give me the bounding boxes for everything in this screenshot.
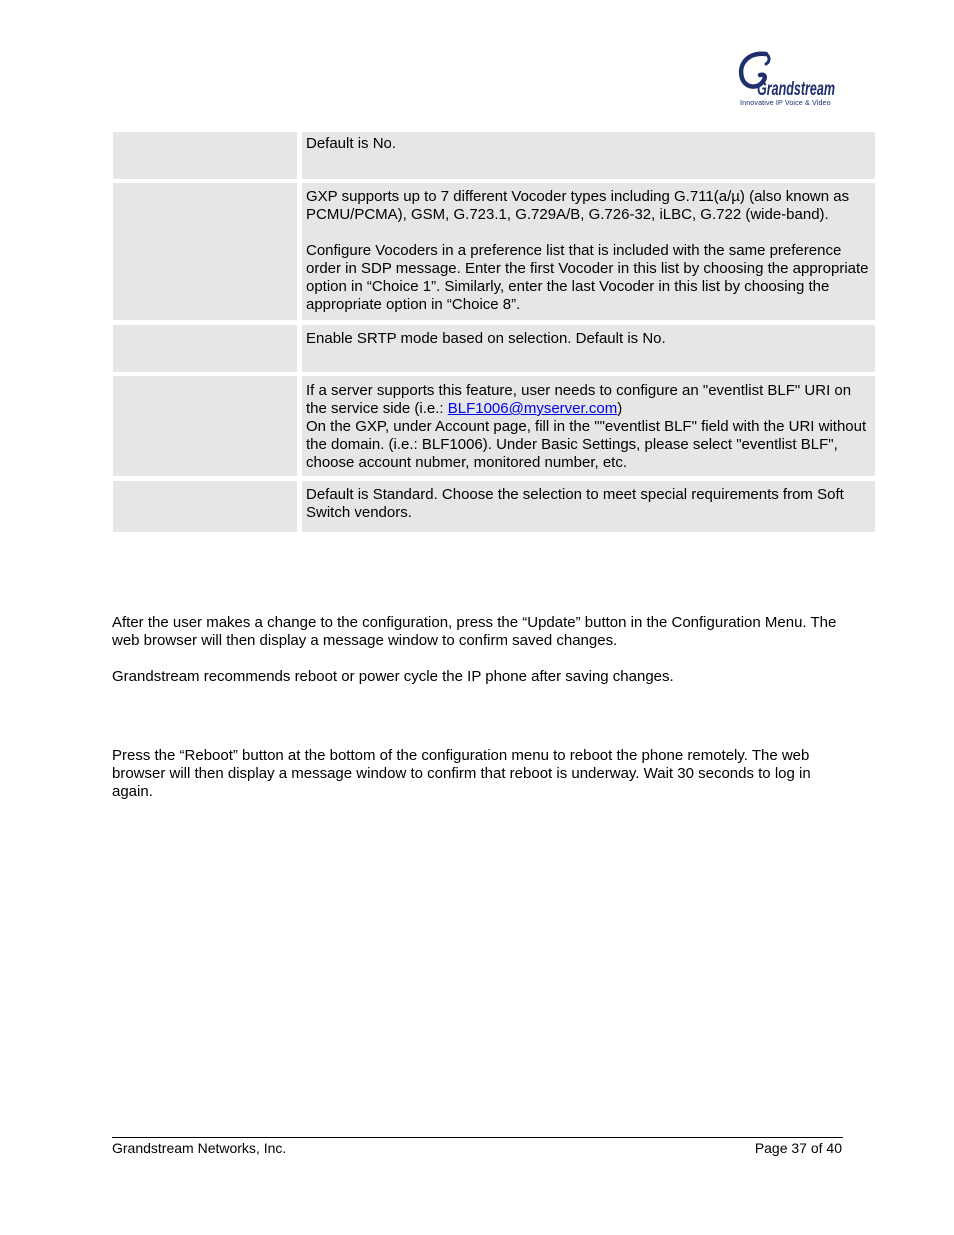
footer-page-number: Page 37 of 40 bbox=[754, 1140, 842, 1156]
reboot-recommendation-paragraph: Grandstream recommends reboot or power cycle the IP phone after saving changes. bbox=[112, 668, 674, 685]
description-text: Default is No. bbox=[306, 135, 397, 152]
footer-divider bbox=[112, 1137, 843, 1138]
description-text: Enable SRTP mode based on selection. Default is No. bbox=[306, 330, 666, 347]
row-description-cell bbox=[302, 183, 875, 320]
description-text: Configure Vocoders in a preference list that is included with the same preference order in SDP message. Enter the first Vocoder in this list by choosing the appropriate option in “Choice 1”. Similarly, enter the last Vocoder in this list by choosing the appropriate option in “Choice 8”. bbox=[306, 242, 869, 313]
table-row bbox=[113, 376, 875, 476]
update-paragraph: After the user makes a change to the configuration, press the “Update” button in the Configuration Menu. The web browser will then display a message window to confirm saved changes. bbox=[112, 614, 837, 649]
blf-uri-link[interactable]: BLF1006@myserver.com bbox=[447, 400, 618, 417]
table-row bbox=[113, 183, 875, 320]
row-label-cell bbox=[113, 376, 297, 476]
footer-company: Grandstream Networks, Inc. bbox=[112, 1140, 287, 1156]
table-row bbox=[113, 132, 875, 179]
description-text: Default is Standard. Choose the selection to meet special requirements from Soft Switch vendors. bbox=[306, 486, 844, 521]
logo-tagline: Innovative IP Voice & Video bbox=[740, 98, 831, 107]
row-description-cell bbox=[302, 132, 875, 179]
description-text: If a server supports this feature, user needs to configure an "eventlist BLF" URI on the service side (i.e.: BLF1006@myserver.com) bbox=[306, 382, 852, 417]
row-description-cell bbox=[302, 325, 875, 372]
logo-wordmark: Grandstream bbox=[757, 79, 836, 100]
reboot-paragraph: Press the “Reboot” button at the bottom of the configuration menu to reboot the phone remotely. The web browser will then display a message window to confirm that reboot is underway. Wait 30 seconds to log in again. bbox=[112, 747, 811, 800]
description-text: On the GXP, under Account page, fill in the ""eventlist BLF" field with the URI without the domain. (i.e.: BLF1006). Under Basic Settings, please select "eventlist BLF", choose account nubmer, monitored number, etc. bbox=[306, 418, 867, 471]
row-label-cell bbox=[113, 183, 297, 320]
row-description-cell bbox=[302, 481, 875, 532]
row-description-cell bbox=[302, 376, 875, 476]
table-row bbox=[113, 325, 875, 372]
description-text: GXP supports up to 7 different Vocoder types including G.711(a/µ) (also known as PCMU/PCMA), GSM, G.723.1, G.729A/B, G.726-32, iLBC, G.722 (wide-band). bbox=[306, 188, 850, 223]
row-label-cell bbox=[113, 325, 297, 372]
table-row bbox=[113, 481, 875, 532]
row-label-cell bbox=[113, 481, 297, 532]
row-label-cell bbox=[113, 132, 297, 179]
